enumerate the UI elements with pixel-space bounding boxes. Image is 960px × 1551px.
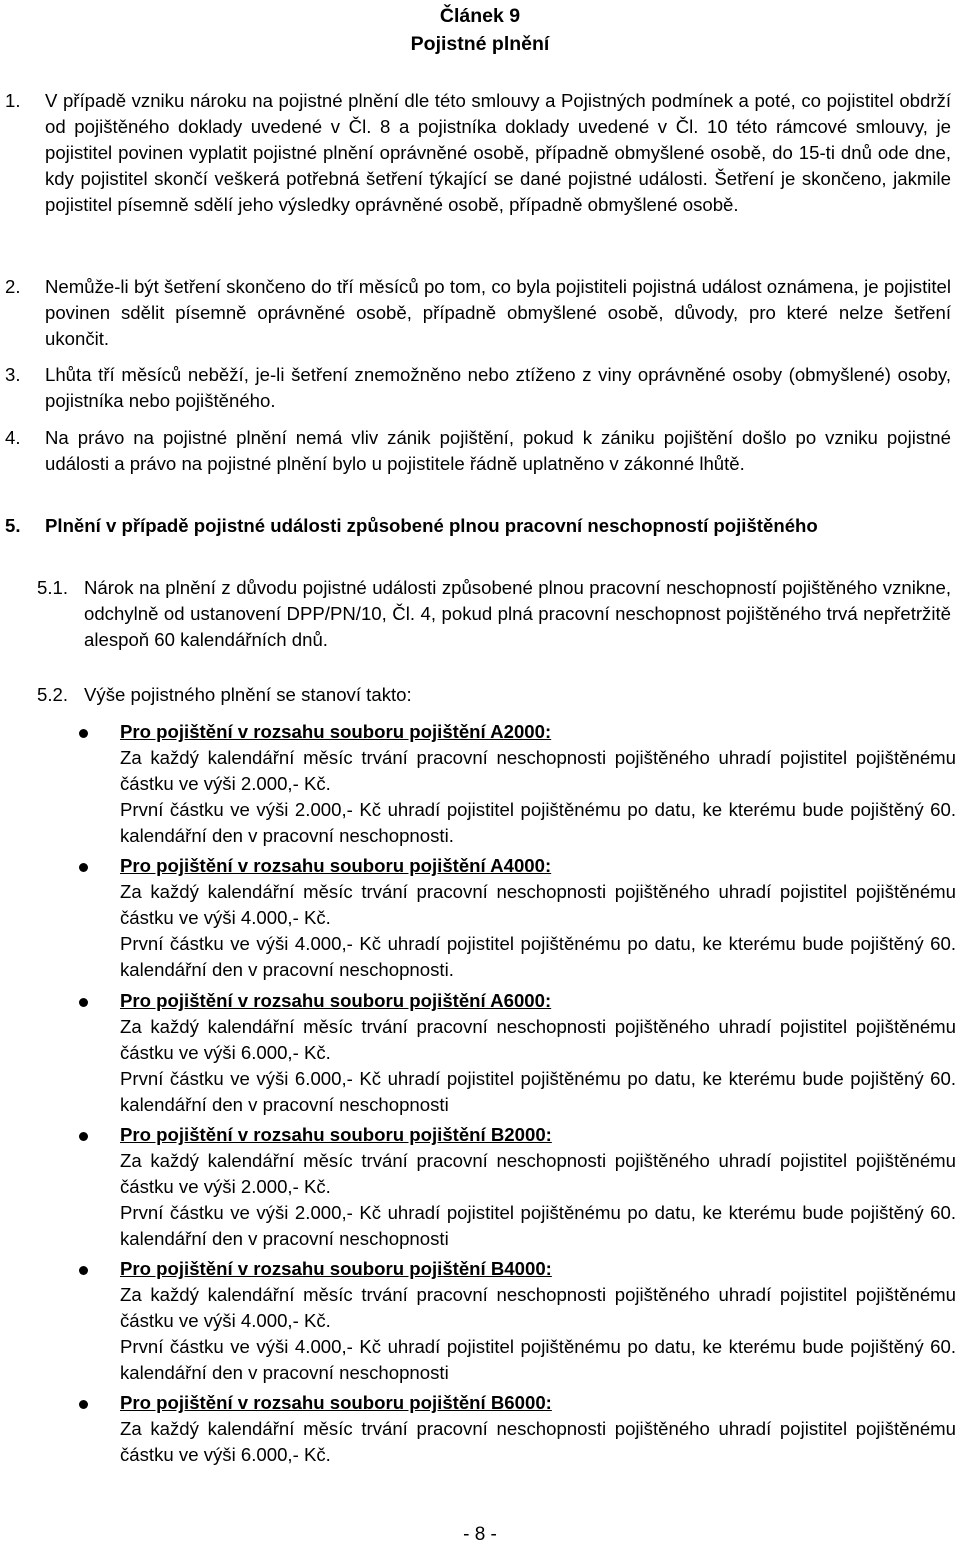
benefit-title: Pro pojištění v rozsahu souboru pojištění B2000:: [120, 1124, 552, 1145]
bullet-icon: [79, 1400, 88, 1409]
benefit-first-payment-text: První částku ve výši 2.000,- Kč uhradí pojistitel pojištěnému po datu, ke kterému bude pojištěný 60. kalendářní den v pracovní neschopnosti.: [120, 799, 956, 846]
benefit-amount-text: Za každý kalendářní měsíc trvání pracovní neschopnosti pojištěného uhradí pojistitel pojištěnému částku ve výši 6.000,- Kč.: [120, 1418, 956, 1465]
benefit-first-payment-text: První částku ve výši 4.000,- Kč uhradí pojistitel pojištěnému po datu, ke kterému bude pojištěný 60. kalendářní den v pracovní neschopnosti.: [120, 933, 956, 980]
benefit-title: Pro pojištění v rozsahu souboru pojištění B6000:: [120, 1392, 552, 1413]
article-number: Článek 9: [439, 5, 521, 27]
paragraph-number: 4.: [5, 427, 21, 448]
benefit-title: Pro pojištění v rozsahu souboru pojištění A4000:: [120, 855, 552, 876]
paragraph-text: Na právo na pojistné plnění nemá vliv zánik pojištění, pokud k zániku pojištění došlo po vzniku pojistné události a právo na pojistné plnění bylo u pojistitele řádně uplatněno v zákonné lhůtě.: [45, 427, 951, 474]
subparagraph-5-2: [37, 682, 951, 708]
benefit-item-b4000: [79, 1256, 956, 1386]
paragraph-number: 5.: [5, 515, 21, 536]
bullet-icon: [79, 998, 88, 1007]
paragraph-number: 1.: [5, 90, 21, 111]
benefit-amount-text: Za každý kalendářní měsíc trvání pracovní neschopnosti pojištěného uhradí pojistitel pojištěnému částku ve výši 2.000,- Kč.: [120, 1150, 956, 1197]
paragraph-text: Plnění v případě pojistné události způsobené plnou pracovní neschopností pojištěného: [45, 515, 818, 536]
benefit-amount-text: Za každý kalendářní měsíc trvání pracovní neschopnosti pojištěného uhradí pojistitel pojištěnému částku ve výši 6.000,- Kč.: [120, 1016, 956, 1063]
paragraph-1: [5, 88, 951, 218]
subparagraph-5-1: [37, 575, 951, 653]
benefit-title: Pro pojištění v rozsahu souboru pojištění A2000:: [120, 721, 552, 742]
benefit-item-a6000: [79, 988, 956, 1118]
paragraph-text: Nemůže-li být šetření skončeno do tří měsíců po tom, co byla pojistiteli pojistná událost oznámena, je pojistitel povinen sdělit písemně oprávněné osobě, případně obmyšlené osobě, důvody, pro které nelze šetření ukončit.: [45, 276, 951, 349]
benefit-first-payment-text: První částku ve výši 4.000,- Kč uhradí pojistitel pojištěnému po datu, ke kterému bude pojištěný 60. kalendářní den v pracovní neschopnosti: [120, 1336, 956, 1383]
benefit-item-a4000: [79, 853, 956, 983]
benefit-item-b6000: [79, 1390, 956, 1468]
bullet-icon: [79, 729, 88, 738]
paragraph-4: [5, 425, 951, 477]
paragraph-number: 2.: [5, 276, 21, 297]
benefit-amount-text: Za každý kalendářní měsíc trvání pracovní neschopnosti pojištěného uhradí pojistitel pojištěnému částku ve výši 4.000,- Kč.: [120, 881, 956, 928]
bullet-icon: [79, 863, 88, 872]
page-number: - 8 -: [463, 1524, 497, 1545]
bullet-icon: [79, 1266, 88, 1275]
paragraph-5-heading: [5, 513, 951, 539]
benefit-title: Pro pojištění v rozsahu souboru pojištění A6000:: [120, 990, 552, 1011]
subparagraph-number: 5.2.: [37, 684, 69, 705]
bullet-icon: [79, 1132, 88, 1141]
benefit-amount-text: Za každý kalendářní měsíc trvání pracovní neschopnosti pojištěného uhradí pojistitel pojištěnému částku ve výši 4.000,- Kč.: [120, 1284, 956, 1331]
benefit-item-b2000: [79, 1122, 956, 1252]
paragraph-number: 3.: [5, 364, 21, 385]
benefit-item-a2000: [79, 719, 956, 849]
benefit-first-payment-text: První částku ve výši 6.000,- Kč uhradí pojistitel pojištěnému po datu, ke kterému bude pojištěný 60. kalendářní den v pracovní neschopnosti: [120, 1068, 956, 1115]
paragraph-text: V případě vzniku nároku na pojistné plnění dle této smlouvy a Pojistných podmínek a poté, co pojistitel obdrží od pojištěného doklady uvedené v Čl. 8 a pojistníka doklady uvedené v Čl. 10 této rámcové smlouvy, je pojistitel povinen vyplatit pojistné plnění oprávněné osobě, případně obmyšlené osobě, do 15-ti dnů ode dne, kdy pojistitel skončí veškerá potřebná šetření týkající se dané pojistné události. Šetření je skončeno, jakmile pojistitel písemně sdělí jeho výsledky oprávněné osobě, případně obmyšlené osobě.: [45, 90, 951, 215]
paragraph-3: [5, 362, 951, 414]
benefit-amount-text: Za každý kalendářní měsíc trvání pracovní neschopnosti pojištěného uhradí pojistitel pojištěnému částku ve výši 2.000,- Kč.: [120, 747, 956, 794]
paragraph-text: Lhůta tří měsíců neběží, je-li šetření znemožněno nebo ztíženo z viny oprávněné osoby (obmyšlené) osoby, pojistníka nebo pojištěného.: [45, 364, 951, 411]
subparagraph-number: 5.1.: [37, 577, 69, 598]
benefit-title: Pro pojištění v rozsahu souboru pojištění B4000:: [120, 1258, 552, 1279]
benefit-first-payment-text: První částku ve výši 2.000,- Kč uhradí pojistitel pojištěnému po datu, ke kterému bude pojištěný 60. kalendářní den v pracovní neschopnosti: [120, 1202, 956, 1249]
subparagraph-text: Výše pojistného plnění se stanoví takto:: [84, 684, 412, 705]
article-title: Pojistné plnění: [410, 33, 550, 55]
paragraph-2: [5, 274, 951, 352]
subparagraph-text: Nárok na plnění z důvodu pojistné události způsobené plnou pracovní neschopností pojištěného vznikne, odchylně od ustanovení DPP/PN/10, Čl. 4, pokud plná pracovní neschopnost pojištěného trvá nepřetržitě alespoň 60 kalendářních dnů.: [84, 577, 951, 650]
